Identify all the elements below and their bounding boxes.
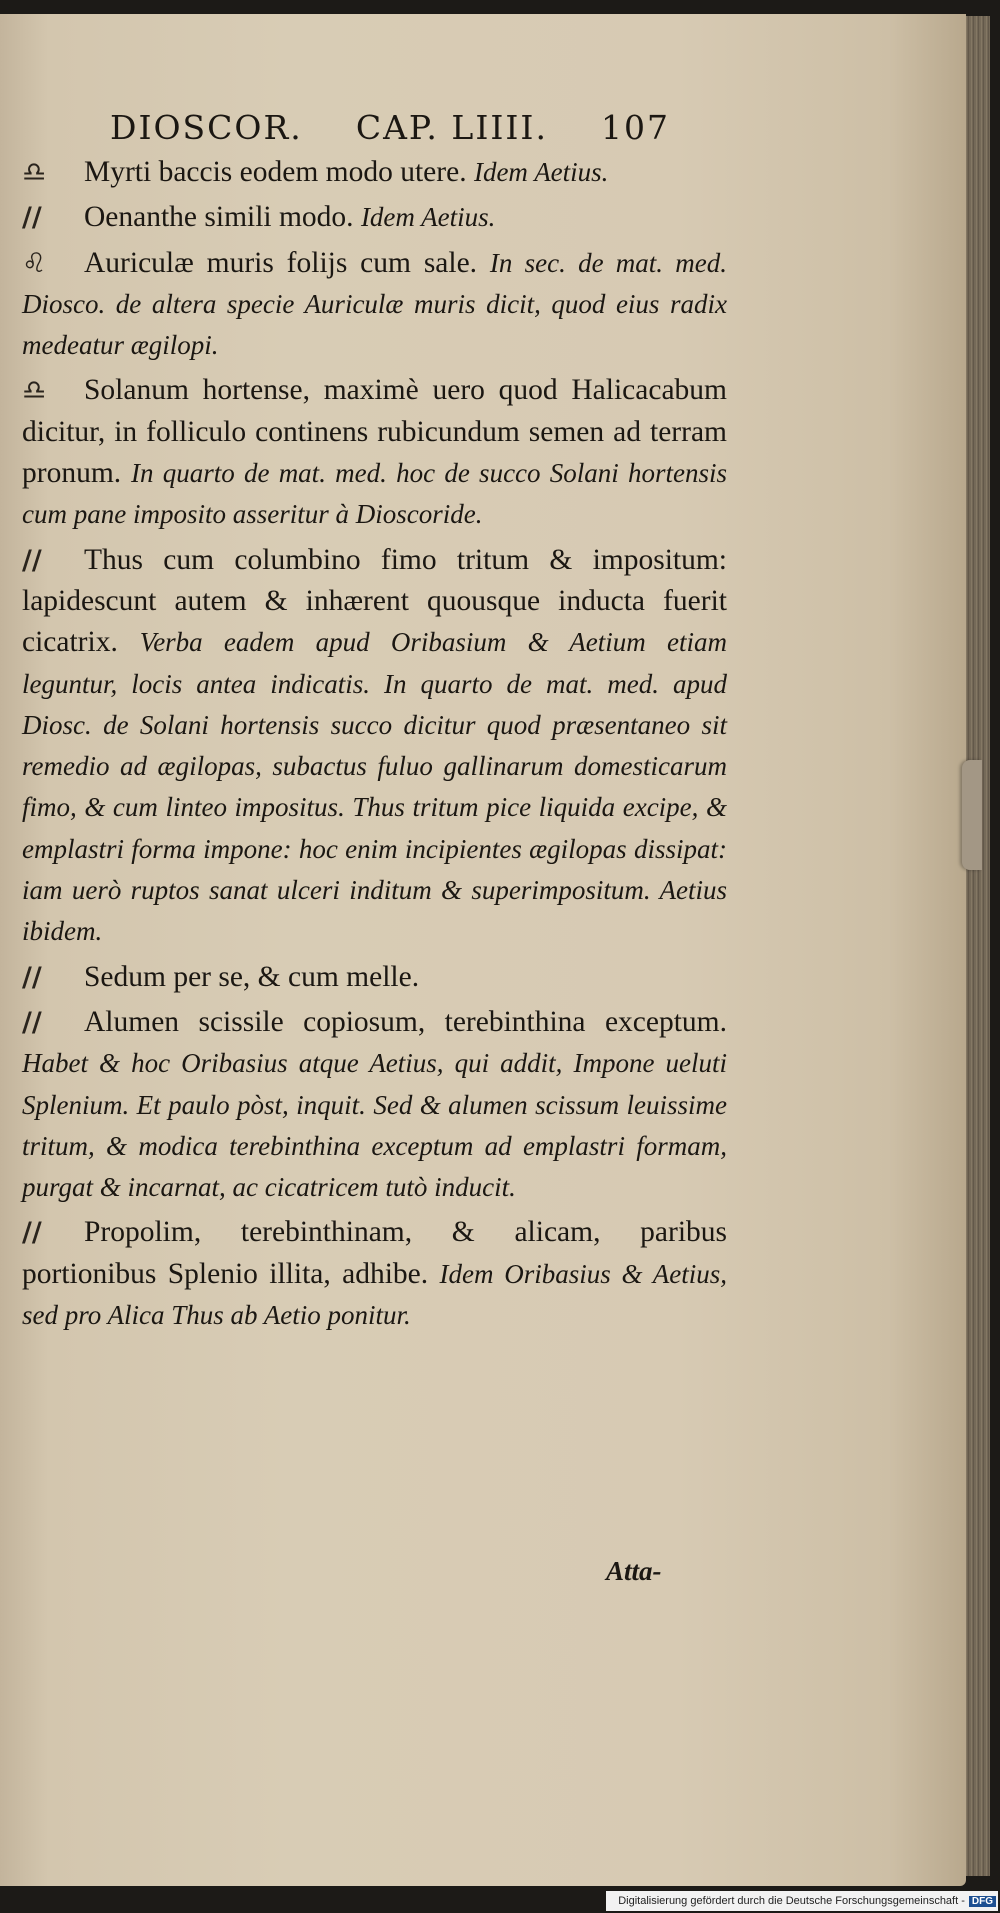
paragraph [22,152,727,193]
paragraph-gloss: In quarto de mat. med. hoc de succo Solani hortensis cum pane imposito asseritur à Dioscoride. [22,458,728,530]
digitization-credit [606,1891,998,1911]
section-mark-icon: // [22,544,42,576]
catchword: Atta- [606,1556,662,1586]
section-mark-icon: // [22,1006,42,1038]
paragraph-text: Myrti baccis eodem modo utere. [84,156,467,188]
page-body [22,152,727,1340]
paragraph [22,370,727,535]
paragraph [22,1212,727,1336]
paragraph-gloss: Habet & hoc Oribasius atque Aetius, qui addit, Impone ueluti Splenium. Et paulo pòst, inquit. Sed & alumen scissum leuissime tritum, & modica terebinthina exceptum ad emplastri formam, purgat & incarnat, ac cicatricem tutò inducit. [22,1048,727,1203]
paragraph [22,1002,727,1208]
paragraph-text: Sedum per se, & cum melle. [84,960,420,993]
paragraph-gloss: Idem Aetius. [473,157,609,187]
section-mark-icon: // [22,961,42,993]
paragraph [22,540,727,953]
header-chapter: CAP. LIIII. [355,108,548,147]
paragraph-text: Solanum hortense, maximè uero quod Halicacabum dicitur, in folliculo continens rubicundum semen ad terram pronum. [22,374,727,490]
section-mark-icon: // [22,1217,42,1249]
credit-text: Digitalisierung gefördert durch die Deutsche Forschungsgemeinschaft - [618,1895,965,1907]
dfg-logo: DFG [969,1896,996,1907]
paragraph [22,957,727,998]
astrological-sign-icon: ♎ [22,157,47,188]
paragraph-text: Auriculæ muris folijs cum sale. [84,246,478,279]
paragraph-text: Oenanthe simili modo. [84,201,354,234]
paragraph [22,197,727,238]
paragraph-gloss: Idem Aetius. [360,202,496,233]
paragraph-gloss: In sec. de mat. med. Diosco. de altera specie Auriculæ muris dicit, quod eius radix medeatur ægilopi. [22,247,728,361]
paragraph-text: Thus cum columbino fimo tritum & impositum: lapidescunt autem & inhærent quousque inducta fuerit cicatrix. [22,543,727,659]
paragraph-gloss: Idem Oribasius & Aetius, sed pro Alica Thus ab Aetio ponitur. [22,1258,727,1331]
section-mark-icon: // [22,202,42,234]
paragraph-text: Alumen scissile copiosum, terebinthina exceptum. [84,1005,727,1038]
paragraph-gloss: Verba eadem apud Oribasium & Aetium etiam leguntur, locis antea indicatis. In quarto de mat. med. apud Diosc. de Solani hortensis succo dicitur quod præsentaneo sit remedio ad ægilopas, subactus fuluo gallinarum domesticarum fimo, & cum linteo impositus. Thus tritum pice liquida excipe, & emplastri forma impone: hoc enim incipientes ægilopas dissipat: iam uerò ruptos sanat ulceri inditum & superimpositum. Aetius ibidem. [22,627,728,947]
paragraph [22,243,727,367]
astrological-sign-icon: ♌ [22,247,47,279]
paragraph-text: Propolim, terebinthinam, & alicam, paribus portionibus Splenio illita, adhibe. [22,1216,727,1290]
running-header [110,108,670,147]
header-title: DIOSCOR. [110,108,303,147]
astrological-sign-icon: ♎ [22,375,47,407]
bookmark-tab [962,760,982,870]
page-number: 107 [600,108,670,147]
